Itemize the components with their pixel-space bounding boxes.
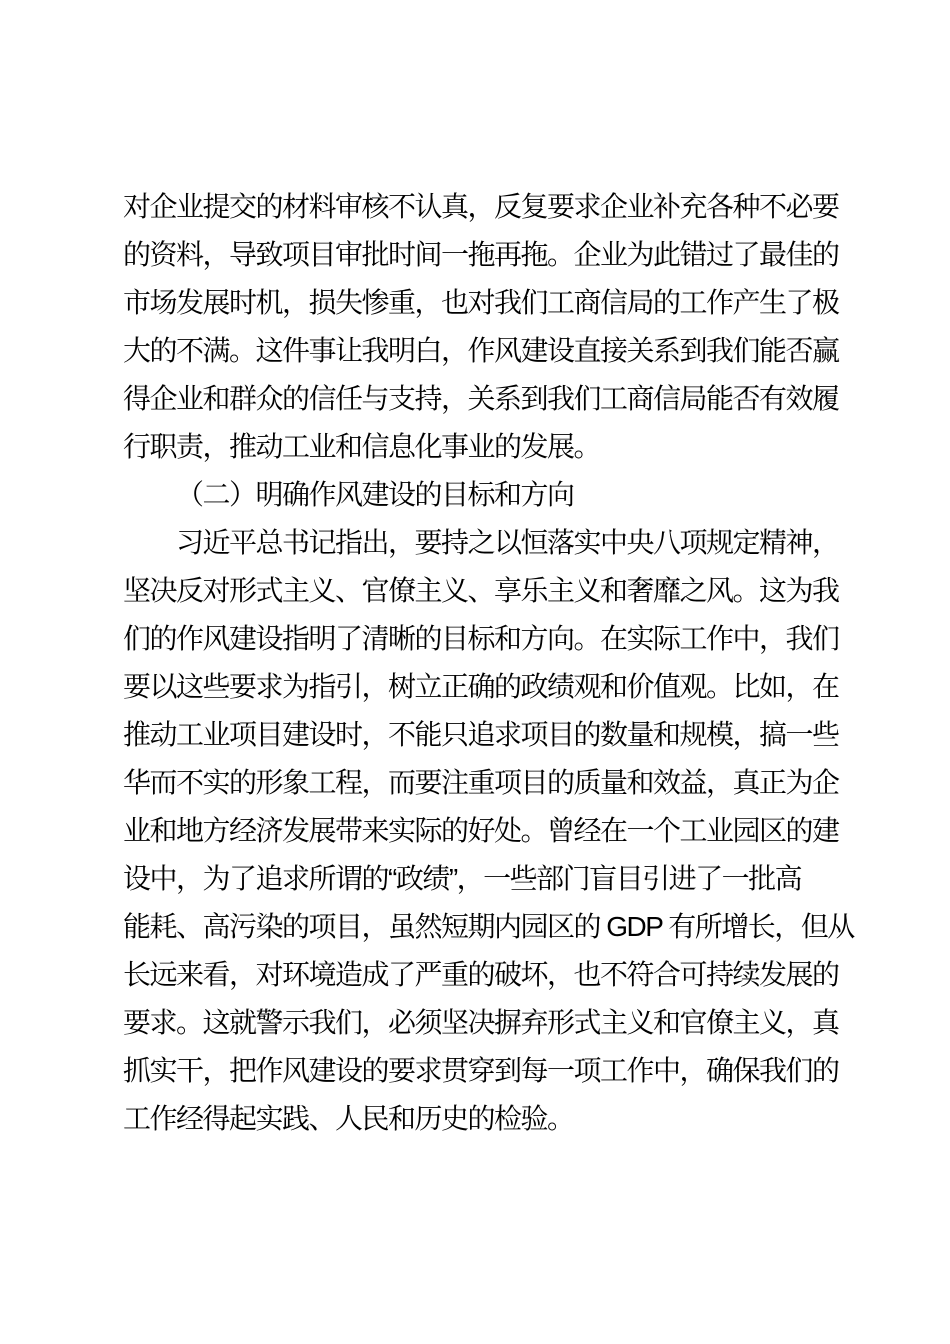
document-line: 坚决反对形式主义、官僚主义、享乐主义和奢靡之风。这为我: [123, 575, 839, 606]
document-text-block: [123, 183, 854, 1143]
document-line: 行职责，推动工业和信息化事业的发展。: [123, 431, 601, 462]
document-line: 对企业提交的材料审核不认真，反复要求企业补充各种不必要: [123, 191, 839, 222]
document-line: 业和地方经济发展带来实际的好处。曾经在一个工业园区的建: [123, 815, 839, 846]
document-line: （二）明确作风建设的目标和方向: [176, 479, 574, 510]
document-line: 要以这些要求为指引，树立正确的政绩观和价值观。比如，在: [123, 671, 839, 702]
document-line: 推动工业项目建设时，不能只追求项目的数量和规模，搞一些: [123, 719, 839, 750]
document-line: 习近平总书记指出，要持之以恒落实中央八项规定精神，: [176, 527, 839, 558]
document-line: 的资料，导致项目审批时间一拖再拖。企业为此错过了最佳的: [123, 239, 839, 270]
document-line: 工作经得起实践、人民和历史的检验。: [123, 1103, 574, 1134]
document-line: 大的不满。这件事让我明白，作风建设直接关系到我们能否赢: [123, 335, 839, 366]
document-line: 能耗、高污染的项目，虽然短期内园区的 GDP 有所增长，但从: [123, 911, 854, 942]
document-line: 华而不实的形象工程，而要注重项目的质量和效益，真正为企: [123, 767, 839, 798]
document-line: 市场发展时机，损失惨重，也对我们工商信局的工作产生了极: [123, 287, 839, 318]
document-line: 得企业和群众的信任与支持，关系到我们工商信局能否有效履: [123, 383, 839, 414]
document-line: 设中，为了追求所谓的“政绩”，一些部门盲目引进了一批高: [123, 863, 802, 894]
document-line: 们的作风建设指明了清晰的目标和方向。在实际工作中，我们: [123, 623, 839, 654]
document-line: 长远来看，对环境造成了严重的破坏，也不符合可持续发展的: [123, 959, 839, 990]
document-line: 抓实干，把作风建设的要求贯穿到每一项工作中，确保我们的: [123, 1055, 839, 1086]
document-line: 要求。这就警示我们，必须坚决摒弃形式主义和官僚主义，真: [123, 1007, 839, 1038]
